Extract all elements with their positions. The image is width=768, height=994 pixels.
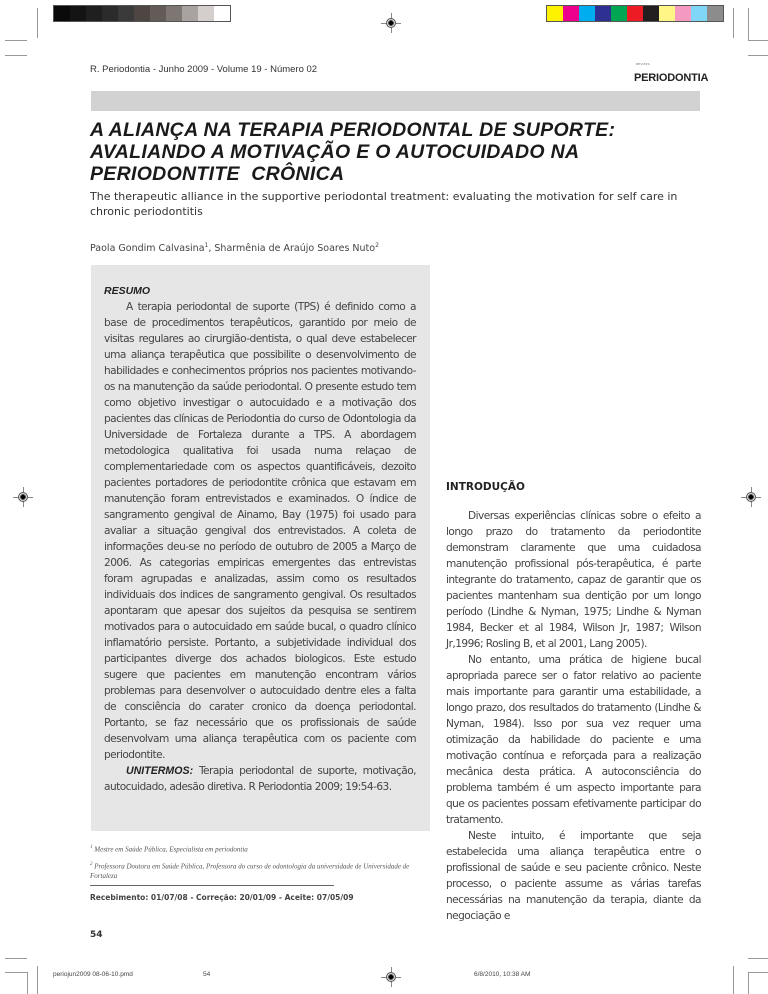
abstract-heading: RESUMO — [104, 285, 151, 297]
received-dates: Recebimento: 01/07/08 - Correção: 20/01/09 - Aceite: 07/05/09 — [90, 893, 354, 902]
crop-mark — [733, 8, 734, 38]
crop-mark — [733, 966, 734, 994]
slug-timestamp: 6/8/2010, 10:38 AM — [474, 971, 531, 978]
color-swatch — [643, 6, 659, 21]
color-swatch — [579, 6, 595, 21]
divider — [90, 885, 334, 886]
crop-mark — [27, 972, 28, 994]
color-swatch — [595, 6, 611, 21]
keywords — [104, 763, 416, 795]
color-swatch — [198, 6, 214, 21]
paragraph: No entanto, uma prática de higiene bucal apropriada parece ser o fator relativo ao paciente mais importante para garantir uma estabilidade, a longo prazo, dos resultados do tratamento (Lindhe & Nyman, 1984). Isso por sua vez requer uma otimização da habilidade do paciente e uma motivação contínua e reforçada para a realização mecânica desta prática. A autoconsciência do problema também é um aspecto importante para que os pacientes possam efetivamente participar do tratamento. — [446, 654, 701, 826]
color-swatch — [611, 6, 627, 21]
grayscale-bar — [53, 5, 231, 22]
color-swatch — [134, 6, 150, 21]
color-swatch — [547, 6, 563, 21]
section-heading-introduction: INTRODUÇÃO — [446, 481, 525, 493]
crop-mark — [5, 958, 27, 959]
keywords-text: Terapia periodontal de suporte, motivação, autocuidado, adesão diretiva. R Periodontia 2009; 19:54-63. — [104, 765, 416, 793]
registration-mark-icon — [13, 487, 33, 507]
crop-mark — [748, 972, 749, 994]
footnote-text: Mestre em Saúde Pública, Especialista em periodontia — [94, 845, 248, 854]
page-number: 54 — [90, 930, 103, 940]
color-swatch — [86, 6, 102, 21]
keywords-label: UNITERMOS: — [126, 765, 194, 777]
color-swatch — [102, 6, 118, 21]
color-swatch — [707, 6, 723, 21]
color-swatch — [150, 6, 166, 21]
crop-mark — [5, 40, 27, 41]
color-swatch — [54, 6, 70, 21]
article-subtitle: The therapeutic alliance in the supportive periodontal treatment: evaluating the motivation for self care in chronic periodontitis — [90, 190, 678, 218]
logo-small-text: REVISTA — [636, 62, 650, 66]
crop-mark — [748, 972, 768, 973]
author-affiliation-mark: 1 — [204, 242, 209, 249]
color-swatch — [659, 6, 675, 21]
slug-filename: periojun2009 08-06-10.pmd — [53, 971, 133, 978]
running-head: R. Periodontia - Junho 2009 - Volume 19 - Número 02 — [90, 64, 318, 75]
abstract-body: A terapia periodontal de suporte (TPS) é definido como a base de procedimentos terapêuticos, garantido por meio de visitas regulares ao cirurgião-dentista, o qual deve estabelecer uma aliança terapêutica que possibilite o desenvolvimento de habilidades e conhecimentos próprios nos pacientes motivando-os na manutenção da saúde periodontal. O presente estudo tem como objetivo investigar o autocuidado e a motivação dos pacientes das clínicas de Periodontia do curso de Odontologia da Universidade de Fortaleza durante a TPS. A abordagem metodologica qualitativa foi usada numa relaçao de complementariedade com os aspectos quantificáveis, dezoito pacientes portadores de periodontite crônica que estavam em manutenção foram entrevistados e examinados. O índice de sangramento gengival de Ainamo, Bay (1975) foi usado para avaliar a situação gengival dos entrevistados. A coleta de informações deu-se no período de outubro de 2005 a Março de 2006. As categorias empiricas emergentes das entrevistas foram agrupadas e analizadas, assim como os resultados individuais dos indices de sangramento gengival. Os resultados apontaram que apesar dos sujeitos da pesquisa se sentirem motivados para o autocuidado em saúde bucal, o quadro clínico inflamatório persiste. Portanto, a subjetividade individual dos participantes diverge dos achados biologicos. Este estudo sugere que pacientes em manutenção encontram vários problemas para desenvolver o autocuidado dentre eles a falta de consciência do carater cronico da doença periodontal. Portanto, se faz necessário que os profissionais de saúde desenvolvam uma aliança terapêutica com os paciente com periodontite. — [104, 301, 416, 761]
footnote-text: Professora Doutora em Saúde Pública, Professora do curso de odontologia da universidade de Universidade de Fortaleza — [90, 862, 410, 881]
footnote-number: 2 — [90, 862, 93, 867]
crop-mark — [5, 55, 27, 56]
introduction-body — [446, 508, 701, 924]
crop-mark — [37, 8, 38, 38]
color-swatch — [182, 6, 198, 21]
footnote-number: 1 — [90, 845, 93, 850]
color-bar — [546, 5, 724, 22]
color-swatch — [691, 6, 707, 21]
logo-text: PERIODONTIA — [634, 72, 709, 84]
crop-mark — [748, 958, 768, 959]
author-affiliation-mark: 2 — [375, 242, 379, 249]
crop-mark — [748, 55, 768, 56]
color-swatch — [675, 6, 691, 21]
author-list: Paola Gondim Calvasina$^1$, Sharmênia de Araújo Soares Nuto$^2$ — [90, 242, 379, 255]
footnote — [90, 860, 420, 881]
registration-mark-icon — [381, 13, 401, 33]
crop-mark — [5, 972, 27, 973]
color-swatch — [214, 6, 230, 21]
color-swatch — [627, 6, 643, 21]
registration-mark-icon — [381, 967, 401, 987]
color-swatch — [118, 6, 134, 21]
crop-mark — [748, 8, 749, 40]
crop-mark — [37, 966, 38, 994]
paragraph: Neste intuito, é importante que seja estabelecida uma aliança terapêutica entre o profissional de saúde e seu paciente crônico. Neste processo, o paciente assume as várias tarefas necessárias na manutenção da terapia, diante da negociação e — [446, 830, 701, 922]
author-name: Paola Gondim Calvasina — [90, 243, 205, 255]
paragraph: Diversas experiências clínicas sobre o efeito a longo prazo do tratamento da periodontite demonstram claramente que uma cuidadosa manutenção profissional pós-terapêutica, é parte integrante do tratamento, capaz de garantir que os pacientes mantenham sua dentição por um longo período (Lindhe & Nyman, 1975; Lindhe & Nyman 1984, Becker et al 1984, Wilson Jr, 1987; Wilson Jr,1996; Rosling B, et al 2001, Lang 2005). — [446, 510, 701, 650]
journal-logo — [634, 62, 709, 85]
crop-mark — [748, 40, 768, 41]
color-swatch — [563, 6, 579, 21]
title-line: A ALIANÇA NA TERAPIA PERIODONTAL DE SUPORTE: — [90, 119, 616, 141]
registration-mark-icon — [741, 487, 761, 507]
article-title — [90, 119, 710, 185]
footnote — [90, 843, 420, 854]
title-line: AVALIANDO A MOTIVAÇÃO E O AUTOCUIDADO NA — [90, 141, 580, 163]
author-name: Sharmênia de Araújo Soares Nuto — [214, 243, 376, 255]
slug-page: 54 — [203, 971, 211, 978]
header-band — [91, 91, 700, 111]
title-line: PERIODONTITE CRÔNICA — [90, 163, 345, 185]
color-swatch — [70, 6, 86, 21]
color-swatch — [166, 6, 182, 21]
abstract — [104, 283, 416, 795]
